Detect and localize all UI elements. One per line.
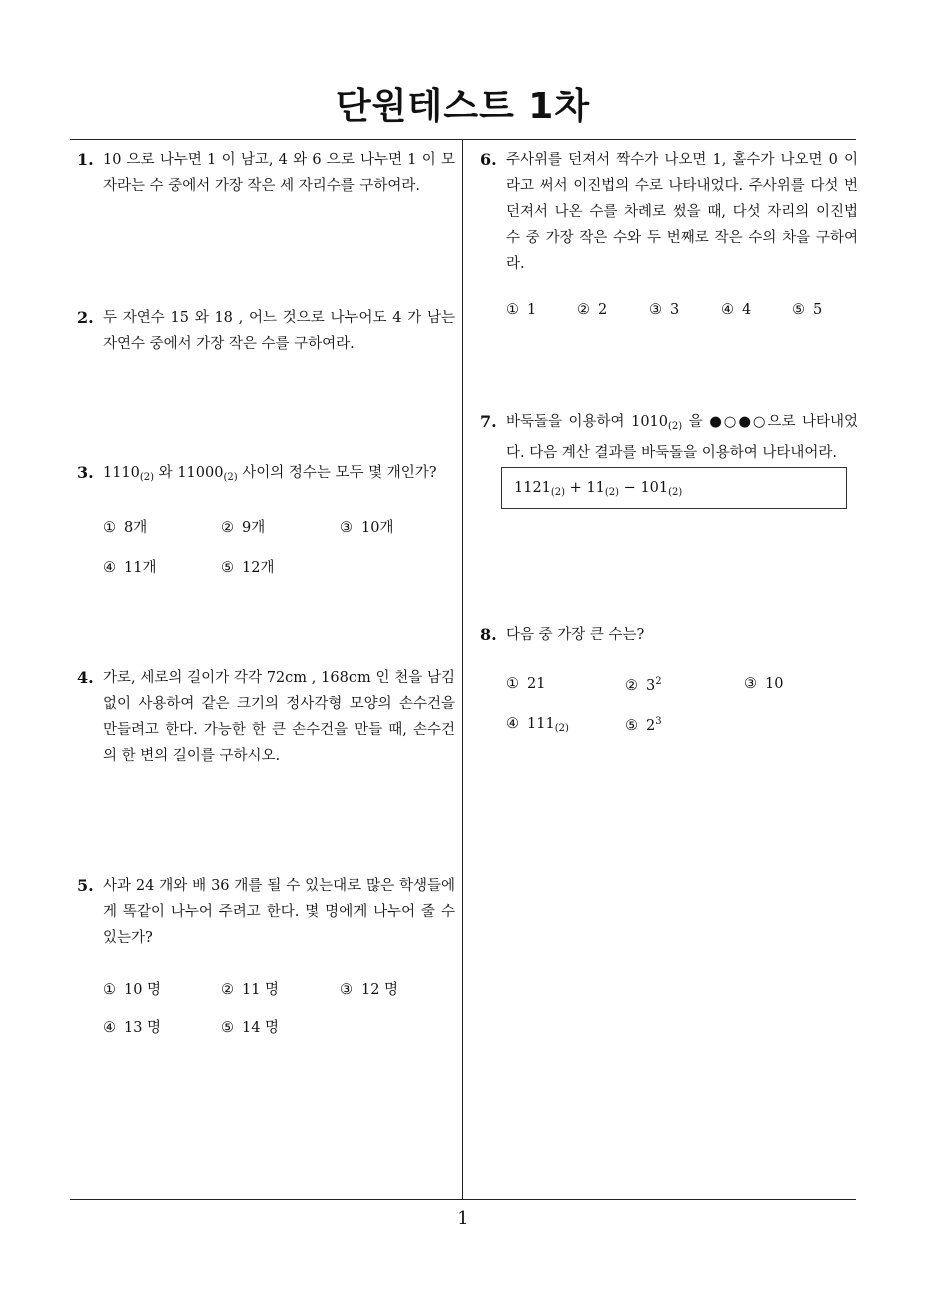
question-rest: 사이의 정수는 모두 몇 개인가? [237, 465, 437, 481]
question-text: 다음 중 가장 큰 수는? [506, 627, 645, 643]
number-b: 11000 [177, 465, 224, 481]
page-number: 1 [457, 1208, 469, 1229]
choice-2[interactable]: ② 11 명 [221, 982, 280, 998]
question-number: 7. [480, 412, 497, 431]
question-1 [77, 147, 455, 199]
question-number: 8. [480, 625, 497, 644]
choice-2[interactable]: ② 2 [577, 302, 608, 318]
choice-1[interactable]: ① 8개 [103, 520, 148, 536]
question-number: 6. [480, 150, 497, 169]
choice-4[interactable]: ④ 11개 [103, 560, 157, 576]
question-5 [77, 873, 455, 951]
base-subscript: (2) [668, 421, 683, 432]
choice-3[interactable]: ③ 3 [649, 302, 680, 318]
choice-5[interactable]: ⑤ 12개 [221, 560, 275, 576]
question-text: 10 으로 나누면 1 이 남고, 4 와 6 으로 나누면 1 이 모자라는 수 중에서 가장 작은 세 자리수를 구하여라. [103, 152, 455, 194]
choice-3[interactable]: ③ 10개 [340, 520, 394, 536]
question-number: 5. [77, 876, 94, 895]
expression-box: $1121_{(2)} + 11_{(2)} - 101_{(2)}$ [501, 467, 847, 509]
question-3 [77, 460, 455, 491]
choice-1[interactable]: ① 1 [506, 302, 537, 318]
choice-1[interactable]: ① 21 [506, 676, 546, 692]
question-2 [77, 305, 455, 357]
choice-5[interactable]: ⑤ 14 명 [221, 1020, 280, 1036]
question-text: 사과 24 개와 배 36 개를 될 수 있는대로 많은 학생들에게 똑같이 나누어 주려고 한다. 몇 명에게 나누어 줄 수 있는가? [103, 878, 455, 946]
question-4 [77, 665, 455, 769]
bottom-rule [70, 1199, 856, 1200]
question-text: 주사위를 던져서 짝수가 나오면 1, 홀수가 나오면 0 이라고 써서 이진법의 수로 나타내었다. 주사위를 다섯 번 던져서 나온 수를 차례로 썼을 때, 다섯 자리의 이진법 수 중 가장 작은 수와 두 번째로 작은 수의 차을 구하여라. [506, 152, 858, 272]
question-text: 가로, 세로의 길이가 각각 72cm , 168cm 인 천을 남김 없이 사용하여 같은 크기의 정사각형 모양의 손수건을 만들려고 한다. 가능한 한 큰 손수건을 만들 때, 손수건의 한 변의 길이를 구하시오. [103, 670, 455, 764]
choice-1[interactable]: ① 10 명 [103, 982, 162, 998]
question-6 [480, 147, 858, 277]
choice-4[interactable]: ④ $111_{(2)}$ [506, 716, 569, 734]
question-number: 4. [77, 668, 94, 687]
choice-5[interactable]: ⑤ 5 [792, 302, 823, 318]
page-title: 단원테스트 1차 [335, 86, 591, 127]
choice-4[interactable]: ④ 4 [721, 302, 752, 318]
choice-4[interactable]: ④ 13 명 [103, 1020, 162, 1036]
question-text: 바둑돌을 이용하여 $1010_{(2)}$ 을 ●○●○으로 나타내었다. 다음 계산 결과를 바둑돌을 이용하여 나타내어라. [506, 414, 859, 461]
choice-3[interactable]: ③ 10 [744, 676, 784, 692]
number-a: 1110 [103, 465, 140, 481]
choice-3[interactable]: ③ 12 명 [340, 982, 399, 998]
choice-2[interactable]: ② 9개 [221, 520, 266, 536]
top-rule [70, 139, 856, 140]
choice-5[interactable]: ⑤ $2^3$ [625, 716, 662, 734]
question-text: 두 자연수 15 와 18 , 어느 것으로 나누어도 4 가 남는 자연수 중에서 가장 작은 수를 구하여라. [103, 310, 455, 352]
question-number: 3. [77, 463, 94, 482]
go-stones: ●○●○ [709, 414, 768, 430]
connector-text: 와 [154, 465, 178, 481]
question-8 [480, 622, 858, 648]
question-number: 1. [77, 150, 94, 169]
question-7 [480, 409, 858, 466]
question-text [77, 460, 455, 491]
base-subscript: (2) [139, 472, 155, 483]
question-number: 2. [77, 308, 94, 327]
binary-number: 1010 [631, 414, 668, 430]
column-divider [462, 139, 463, 1200]
base-subscript: (2) [223, 472, 238, 483]
choice-2[interactable]: ② $3^2$ [625, 676, 662, 694]
